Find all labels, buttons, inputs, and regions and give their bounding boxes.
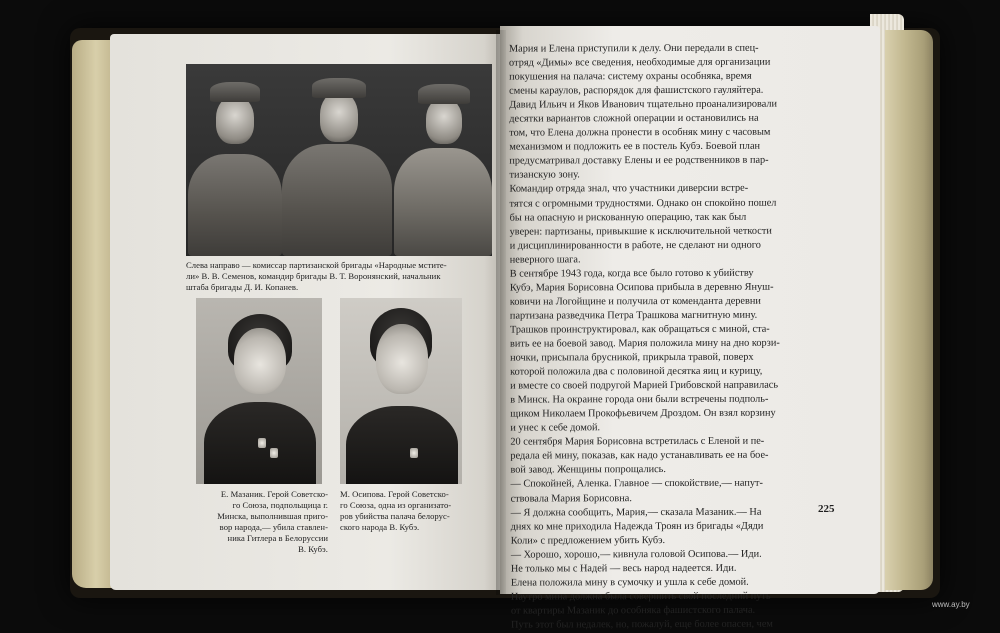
text-line: механизмом и подложить ее в постель Кубэ. Боевой план bbox=[509, 141, 761, 153]
text-line: которой положила два с половиной десятка яиц и курицу, bbox=[510, 365, 763, 378]
watermark: www.ay.by bbox=[932, 600, 970, 609]
book-cover-right-edge bbox=[885, 30, 933, 590]
caption-mazanik bbox=[180, 489, 328, 555]
text-line: — Я должна сообщить, Мария,— сказала Мазаник.— На bbox=[510, 506, 762, 519]
medal-icon bbox=[270, 448, 278, 458]
caption-line: Е. Мазаник. Герой Советско- bbox=[220, 489, 328, 499]
caption-line: ли» В. В. Семенов, командир бригады В. Т. Воронянский, начальник bbox=[186, 271, 441, 281]
caption-line: В. Кубэ. bbox=[298, 544, 328, 554]
text-line: ствовала Мария Борисовна. bbox=[510, 492, 632, 505]
text-line: бы на опасную и рискованную операцию, так как был bbox=[509, 211, 747, 224]
portrait-mazanik bbox=[196, 298, 322, 484]
caption-line: Слева направо — комиссар партизанской бригады «Народные мстите- bbox=[186, 260, 447, 270]
text-line: 20 сентября Мария Борисовна встретилась с Еленой и пе- bbox=[510, 436, 765, 448]
text-line: вой завод. Женщины попрощались. bbox=[510, 464, 666, 476]
text-line: ковичи на Логойщине и получила от коменданта деревни bbox=[509, 295, 761, 308]
text-line: Путь этот был недалек, но, пожалуй, еще более опасен, чем bbox=[510, 618, 773, 631]
text-line: предусматривал доставку Елены и ее родственников в пар- bbox=[509, 155, 769, 167]
book-gutter bbox=[496, 30, 506, 595]
text-line: партизана разведчика Петра Трашкова магнитную мину. bbox=[509, 309, 758, 322]
portrait-osipova bbox=[340, 298, 462, 484]
caption-line: ского народа В. Кубэ. bbox=[340, 522, 420, 532]
text-line: тизанскую зону. bbox=[509, 169, 580, 182]
caption-line: ника Гитлера в Белоруссии bbox=[227, 533, 328, 543]
text-line: отряд «Димы» все сведения, необходимые для организации bbox=[509, 56, 771, 69]
text-line: Командир отряда знал, что участники диверсии встре- bbox=[509, 183, 749, 196]
text-line: Давид Ильич и Яков Иванович тщательно проанализировали bbox=[509, 98, 778, 111]
text-line: ночки, присыпала брусникой, прикрыла травой, поверх bbox=[510, 351, 754, 364]
text-line: — Спокойней, Аленка. Главное — спокойствие,— напут- bbox=[510, 478, 763, 491]
text-line: тятся с огромными трудностями. Однако он спокойно пошел bbox=[509, 197, 777, 210]
text-line: и вместе со своей подругой Марией Грибовской направилась bbox=[510, 379, 779, 392]
soldier-right bbox=[390, 64, 492, 256]
text-line: в Минск. На окраине города они были встречены подполь- bbox=[510, 393, 769, 406]
medal-icon bbox=[410, 448, 418, 458]
text-line: покушения на палача: систему охраны особняка, время bbox=[509, 70, 752, 83]
text-line: и унес к себе домой. bbox=[510, 422, 601, 434]
book-cover-left-edge bbox=[72, 40, 112, 588]
text-line: том, что Елена должна пронести в особняк мину с часовым bbox=[509, 126, 771, 139]
text-line: от квартиры Мазаник до особняка фашистского палача. bbox=[510, 604, 756, 617]
text-line: Не только мы с Надей — весь народ надеется. Иди. bbox=[510, 562, 737, 575]
text-line: Наутро мина должна была совершить свой последний путь bbox=[510, 590, 771, 603]
caption-line: Минска, выполнившая приго- bbox=[217, 511, 328, 521]
text-line: вить ее на боевой завод. Мария положила мину на дно корзи- bbox=[510, 337, 780, 350]
text-line: В сентябре 1943 года, когда все было готово к убийству bbox=[509, 267, 754, 280]
caption-line: штаба бригады Д. И. Копанев. bbox=[186, 282, 299, 292]
page-number: 225 bbox=[818, 503, 835, 515]
text-line: щиком Николаем Прокофьевичем Дроздом. Он взял корзину bbox=[510, 407, 776, 420]
text-line: Трашков проинструктировал, как обращаться с миной, ста- bbox=[509, 323, 770, 336]
caption-line: М. Осипова. Герой Советско- bbox=[340, 489, 449, 499]
text-line: Коли» с предложением убить Кубэ. bbox=[510, 534, 666, 547]
text-line: днях ко мне приходила Надежда Троян из бригады «Дяди bbox=[510, 520, 764, 533]
soldier-center bbox=[282, 64, 392, 256]
text-line: десятки вариантов сложной операции и остановились на bbox=[509, 112, 759, 125]
text-line: Кубэ, Мария Борисовна Осипова прибыла в деревню Януш- bbox=[509, 281, 774, 294]
caption-line: го Союза, одна из организато- bbox=[340, 500, 452, 510]
text-line: неверного шага. bbox=[509, 254, 581, 266]
group-photo-three-commanders bbox=[186, 64, 492, 256]
caption-group-photo bbox=[186, 260, 498, 293]
caption-osipova bbox=[340, 489, 490, 533]
caption-line: вор народа,— убила ставлен- bbox=[219, 522, 328, 532]
text-line: — Хорошо, хорошо,— кивнула головой Осипова.— Иди. bbox=[510, 548, 762, 561]
caption-line: го Союза, подпольщица г. bbox=[232, 500, 328, 510]
text-line: смены караулов, распорядок для фашистского гауляйтера. bbox=[509, 84, 764, 97]
soldier-left bbox=[186, 64, 286, 256]
caption-line: ров убийства палача белорус- bbox=[340, 511, 450, 521]
text-line: Мария и Елена приступили к делу. Они передали в спец- bbox=[508, 42, 759, 55]
body-text-column bbox=[509, 41, 843, 632]
text-line: Елена положила мину в сумочку и ушла к себе домой. bbox=[510, 576, 749, 589]
medal-icon bbox=[258, 438, 266, 448]
text-line: и дисциплинированности в работе, не сделают ни одного bbox=[509, 239, 761, 252]
text-line: уверен: партизаны, привыкшие к исключительной четкости bbox=[509, 225, 772, 238]
text-line: редала ей мину, показав, как надо устанавливать ее на бое- bbox=[510, 450, 769, 462]
